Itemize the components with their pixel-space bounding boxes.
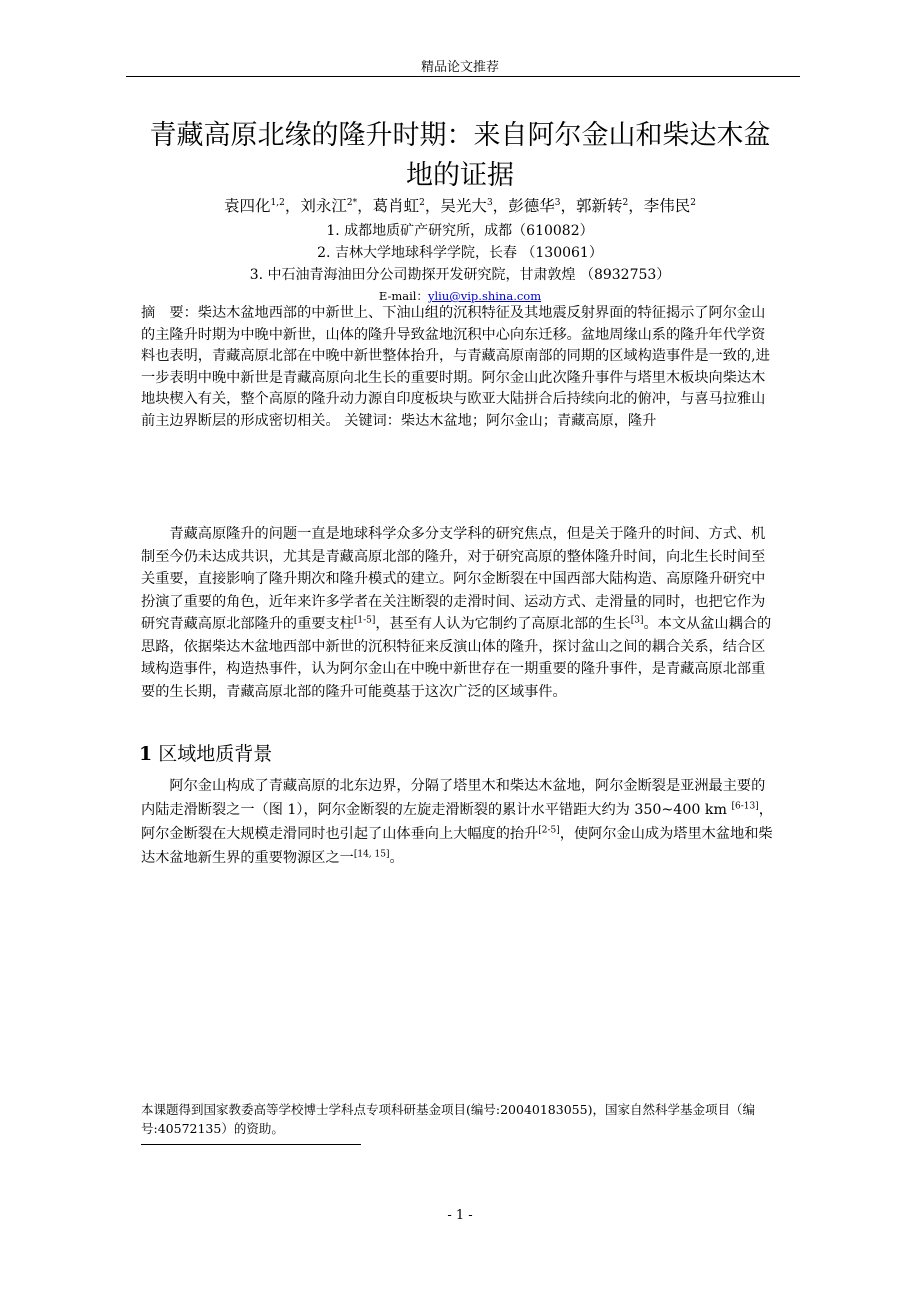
author [508,197,576,215]
author-affil-mark: 3 [486,197,493,208]
intro-text-1: 青藏高原隆升的问题一直是地球科学众多分支学科的研究焦点，但是关于隆升的时间、方式、机制至今仍未达成共识，尤其是青藏高原北部的隆升，对于研究高原的整体隆升时间，向北生长时间至关重要，直接影响了隆升期次和隆升模式的建立。阿尔金断裂在中国西部大陆构造、高原隆升研究中扮演了重要的角色，近年来许多学者在关注断裂的走滑时间、运动方式、走滑量的同时，也把它作为研究青藏高原北部隆升的重要支柱 [141,526,766,632]
author-list [0,195,920,217]
author-name: 郭新转 [575,197,623,215]
author-name: 彭德华 [508,197,555,215]
abstract-label: 摘 要： [141,305,198,321]
author-separator: ， [560,197,576,215]
citation: [14, 15] [353,849,390,860]
funding-footnote: 本课题得到国家教委高等学校博士学科点专项科研基金项目(编号:20040183055)，国家自然科学基金项目（编号:40572135）的资助。 [141,1102,755,1136]
author-separator: ， [357,197,373,215]
author [224,197,300,215]
author-affil-mark: 2 [622,197,629,208]
author [373,197,441,215]
citation: [1-5] [353,615,376,626]
author-affil-mark: 2 [419,197,425,208]
section-paragraph [141,774,779,870]
author-affil-mark: 3 [554,197,561,208]
section-text-4: 。 [389,850,404,866]
author [644,197,696,215]
author-name: 葛肖虹 [372,197,420,215]
author-separator: ， [424,197,441,215]
intro-paragraph [141,523,779,703]
title-line-1: 青藏高原北缘的隆升时期：来自阿尔金山和柴达木盆 [149,120,771,151]
author-affil-mark: 2* [346,197,358,208]
section-number: 1 [139,743,153,765]
running-header: 精品论文推荐 [420,60,499,75]
abstract [141,303,779,432]
paper-title [120,116,800,196]
affiliation-3: 3. 中石油青海油田分公司勘探开发研究院，甘肃敦煌 （8932753） [249,267,671,283]
email-label: E-mail： [378,289,428,303]
author-affil-mark: 1,2 [270,197,285,208]
author-name: 刘永江 [300,197,347,215]
author-affil-mark: 2 [690,197,696,208]
intro-text-2: ，甚至有人认为它制约了高原北部的生长 [375,616,631,632]
author-separator: ， [492,197,509,215]
email-link[interactable]: yliu@vip.shina.com [428,289,542,303]
keywords-label: 关键词： [344,412,401,429]
section-text-1: 阿尔金山构成了青藏高原的北东边界，分隔了塔里木和柴达木盆地，阿尔金断裂是亚洲最主要的内陆走滑断裂之一（图 1），阿尔金断裂的左旋走滑断裂的累计水平错距大约为 350~400 km [141,778,766,818]
section-text-3: ，使阿尔金山成为塔里木盆地和柴达木盆地新生界的重要物源区之一 [141,826,773,866]
affiliation-1: 1. 成都地质矿产研究所，成都（610082） [326,223,594,239]
page-number: - 1 - [447,1208,473,1223]
citation: [6-13] [731,801,759,812]
header-rule [126,76,800,77]
citation: [2-5] [538,825,560,836]
intro-text-3: 。本文从盆山耦合的思路，依据柴达木盆地西部中新世的沉积特征来反演山体的隆升，探讨盆山之间的耦合关系，结合区域构造事件，构造热事件，认为阿尔金山在中晚中新世存在一期重要的隆升事件，是青藏高原北部重要的生长期，青藏高原北部的隆升可能奠基于这次广泛的区域事件。 [141,616,772,700]
abstract-text: 柴达木盆地西部的中新世上、下油山组的沉积特征及其地震反射界面的特征揭示了阿尔金山的主隆升时期为中晚中新世，山体的隆升导致盆地沉积中心向东迁移。盆地周缘山系的隆升年代学资料也表明，青藏高原北部在中晚中新世整体抬升，与青藏高原南部的同期的区域构造事件是一致的,进一步表明中晚中新世是青藏高原向北生长的重要时期。阿尔金山此次隆升事件与塔里木板块向柴达木地块楔入有关，整个高原的隆升动力源自印度板块与欧亚大陆拼合后持续向北的俯冲，与喜马拉雅山前主边界断层的形成密切相关。 [141,305,770,429]
title-line-2: 地的证据 [406,160,514,191]
author-separator: ， [284,197,301,215]
keywords-text: 柴达木盆地；阿尔金山；青藏高原，隆升 [400,412,657,429]
footnote-rule [141,1144,361,1145]
author-name: 李伟民 [643,197,691,215]
section-title: 区域地质背景 [158,743,273,765]
author [440,197,508,215]
author-separator: ， [628,197,644,215]
citation: [3] [630,615,644,626]
affiliation-2: 2. 吉林大学地球科学学院，长春 （130061） [317,245,603,261]
section-heading [139,741,272,767]
section-text-2: ，阿尔金断裂在大规模走滑同时也引起了山体垂向上大幅度的抬升 [141,802,773,842]
author [300,197,372,215]
author-name: 袁四化 [224,197,271,215]
author-name: 吴光大 [440,197,487,215]
author [576,197,644,215]
email-line [0,288,920,304]
